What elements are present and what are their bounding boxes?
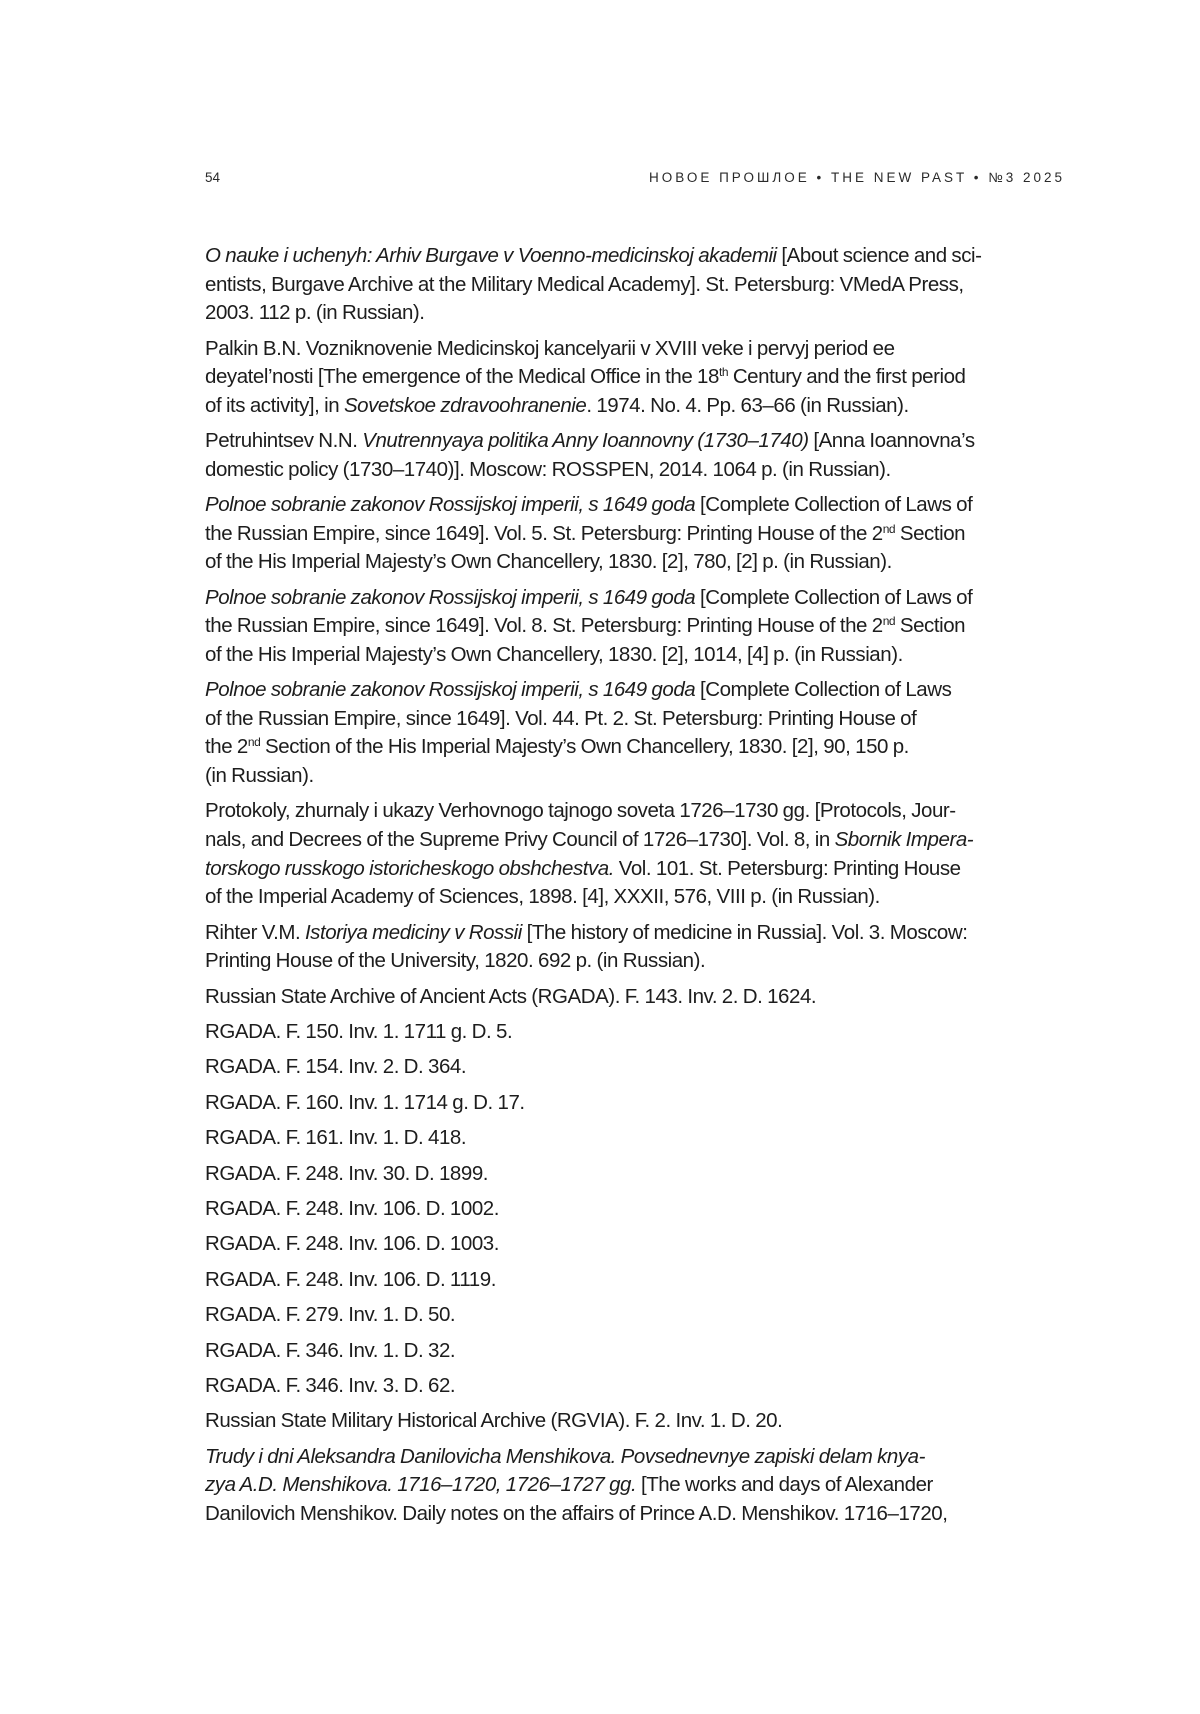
reference-list — [205, 242, 1067, 1535]
reference-entry — [205, 797, 1067, 911]
reference-text: [About science and sci- entists, Burgave Archive at the Military Medical Academy]. St. Petersburg: VMedA Press, 2003. 112 p. (in Russian). — [205, 244, 982, 324]
italic-title-text: Vnutrennyaya politika Anny Ioannovny (1730–1740) — [362, 429, 808, 452]
superscript-text: nd — [248, 735, 260, 749]
reference-entry — [205, 919, 1067, 976]
reference-entry — [205, 1053, 1067, 1082]
superscript-text: nd — [883, 522, 895, 536]
reference-text: [Complete Collection of Laws of the Russian Empire, since 1649]. Vol. 8. St. Petersburg: Printing House of the 2 — [205, 586, 972, 638]
reference-entry — [205, 1372, 1067, 1401]
italic-title-text: Trudy i dni Aleksandra Danilovicha Menshikova. Povsednevnye zapiski delam knya- zya A.D. Menshikova. 1716–1720, 1726–1727 gg. — [205, 1445, 925, 1497]
reference-text: RGADA. F. 346. Inv. 1. D. 32. — [205, 1339, 455, 1362]
reference-text: . 1974. No. 4. Pp. 63–66 (in Russian). — [586, 394, 908, 417]
italic-title-text: Polnoe sobranie zakonov Rossijskoj imperii, s 1649 goda — [205, 586, 695, 609]
reference-text: Section of the His Imperial Majesty’s Own Chancellery, 1830. [2], 90, 150 p. (in Russian). — [205, 735, 909, 787]
reference-entry — [205, 1443, 1067, 1529]
reference-entry — [205, 676, 1067, 790]
reference-text: RGADA. F. 248. Inv. 30. D. 1899. — [205, 1162, 488, 1185]
reference-text: Palkin B.N. Vozniknovenie Medicinskoj kancelyarii v XVIII veke i pervyj period ee deyatel’nosti [The emergence of the Medical Office in the 18 — [205, 337, 895, 389]
reference-text: RGADA. F. 161. Inv. 1. D. 418. — [205, 1126, 466, 1149]
reference-text: [Complete Collection of Laws of the Russian Empire, since 1649]. Vol. 44. Pt. 2. St. Petersburg: Printing House of the 2 — [205, 678, 951, 758]
reference-entry — [205, 1089, 1067, 1118]
reference-text: RGADA. F. 279. Inv. 1. D. 50. — [205, 1303, 455, 1326]
reference-entry — [205, 242, 1067, 328]
reference-text: Vol. 101. St. Petersburg: Printing House of the Imperial Academy of Sciences, 1898. [4], XXXII, 576, VIII p. (in Russian). — [205, 857, 961, 909]
reference-text: Petruhintsev N.N. — [205, 429, 362, 452]
reference-entry — [205, 1160, 1067, 1189]
reference-text: RGADA. F. 160. Inv. 1. 1714 g. D. 17. — [205, 1091, 525, 1114]
reference-entry — [205, 1337, 1067, 1366]
italic-title-text: Polnoe sobranie zakonov Rossijskoj imperii, s 1649 goda — [205, 493, 695, 516]
running-title: НОВОЕ ПРОШЛОЕ • THE NEW PAST • №3 2025 — [649, 170, 1065, 185]
reference-entry — [205, 983, 1067, 1012]
reference-text: RGADA. F. 248. Inv. 106. D. 1119. — [205, 1268, 496, 1291]
reference-text: Protokoly, zhurnaly i ukazy Verhovnogo tajnogo soveta 1726–1730 gg. [Protocols, Jour- nals, and Decrees of the Supreme Privy Council of 1726–1730]. Vol. 8, in — [205, 799, 956, 851]
italic-title-text: Polnoe sobranie zakonov Rossijskoj imperii, s 1649 goda — [205, 678, 695, 701]
italic-title-text: Sbornik Impera- torskogo russkogo istoricheskogo obshchestva. — [205, 828, 973, 880]
reference-text: RGADA. F. 150. Inv. 1. 1711 g. D. 5. — [205, 1020, 512, 1043]
reference-text: RGADA. F. 248. Inv. 106. D. 1003. — [205, 1232, 499, 1255]
italic-title-text: Sovetskoe zdravoohranenie — [344, 394, 586, 417]
reference-entry — [205, 1407, 1067, 1436]
reference-entry — [205, 1266, 1067, 1295]
reference-entry — [205, 1230, 1067, 1259]
page-number: 54 — [205, 170, 220, 185]
reference-text: Russian State Military Historical Archive (RGVIA). F. 2. Inv. 1. D. 20. — [205, 1409, 782, 1432]
italic-title-text: O nauke i uchenyh: Arhiv Burgave v Voenno-medicinskoj akademii — [205, 244, 777, 267]
page-header — [205, 166, 1065, 188]
reference-text: RGADA. F. 248. Inv. 106. D. 1002. — [205, 1197, 499, 1220]
reference-text: Century and the first period of its activity], in — [205, 365, 966, 417]
italic-title-text: Istoriya mediciny v Rossii — [305, 921, 522, 944]
reference-text: Rihter V.M. — [205, 921, 305, 944]
reference-text: [The history of medicine in Russia]. Vol. 3. Moscow: Printing House of the University, 1820. 692 p. (in Russian). — [205, 921, 967, 973]
reference-entry — [205, 491, 1067, 577]
reference-entry — [205, 1018, 1067, 1047]
reference-entry — [205, 584, 1067, 670]
superscript-text: th — [719, 365, 728, 379]
reference-entry — [205, 1195, 1067, 1224]
reference-text: [The works and days of Alexander Danilovich Menshikov. Daily notes on the affairs of Prince A.D. Menshikov. 1716–1720, — [205, 1473, 948, 1525]
reference-entry — [205, 1124, 1067, 1153]
reference-entry — [205, 335, 1067, 421]
reference-text: RGADA. F. 346. Inv. 3. D. 62. — [205, 1374, 455, 1397]
reference-text: Russian State Archive of Ancient Acts (RGADA). F. 143. Inv. 2. D. 1624. — [205, 985, 816, 1008]
reference-entry — [205, 1301, 1067, 1330]
reference-entry — [205, 427, 1067, 484]
reference-text: Section of the His Imperial Majesty’s Own Chancellery, 1830. [2], 780, [2] p. (in Russian). — [205, 522, 965, 574]
reference-text: Section of the His Imperial Majesty’s Own Chancellery, 1830. [2], 1014, [4] p. (in Russian). — [205, 614, 965, 666]
reference-text: [Anna Ioannovna’s domestic policy (1730–1740)]. Moscow: ROSSPEN, 2014. 1064 p. (in Russian). — [205, 429, 975, 481]
superscript-text: nd — [883, 614, 895, 628]
reference-text: [Complete Collection of Laws of the Russian Empire, since 1649]. Vol. 5. St. Petersburg: Printing House of the 2 — [205, 493, 972, 545]
reference-text: RGADA. F. 154. Inv. 2. D. 364. — [205, 1055, 466, 1078]
